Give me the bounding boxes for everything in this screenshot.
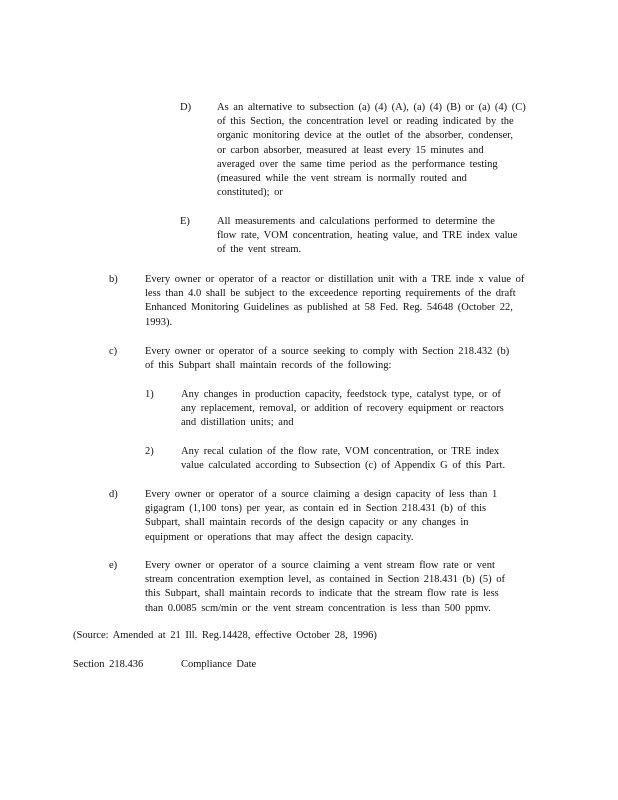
- item-marker: b): [109, 274, 118, 285]
- text-line: Any recal culation of the flow rate, VOM concentration, or TRE index: [181, 446, 500, 457]
- item-marker: D): [180, 102, 192, 113]
- text-line: organic monitoring device at the outlet of the absorber, condenser,: [217, 130, 513, 142]
- text-line: All measurements and calculations performed to determine the: [217, 216, 495, 227]
- text-line: stream concentration exemption level, as contained in Section 218.431 (b) (5) of: [145, 574, 505, 586]
- text-line: this Subpart, shall maintain records to indicate that the stream flow rate is less: [145, 588, 499, 600]
- section-title: Compliance Date: [181, 659, 257, 670]
- text-line: Every owner or operator of a source seeking to comply with Section 218.432 (b): [145, 346, 510, 357]
- source-note: (Source: Amended at 21 Ill. Reg.14428, effective October 28, 1996): [73, 630, 377, 641]
- text-line: less than 4.0 shall be subject to the exceedence reporting requirements of the draft: [145, 288, 516, 300]
- text-line: Every owner or operator of a source claiming a design capacity of less than 1: [145, 489, 498, 500]
- item-text: [217, 215, 517, 258]
- text-line: gigagram (1,100 tons) per year, as contain ed in Section 218.431 (b) of this: [145, 503, 487, 515]
- text-line: or carbon absorber, measured at least every 15 minutes and: [217, 144, 484, 156]
- item-marker: e): [109, 560, 118, 571]
- item-text: [145, 273, 524, 330]
- text-line: of this Section, the concentration level or reading indicated by the: [217, 116, 514, 128]
- text-line: of the vent stream.: [217, 244, 302, 256]
- item-marker: 2): [145, 446, 154, 457]
- text-line: Any changes in production capacity, feedstock type, catalyst type, or of: [181, 389, 501, 400]
- item-marker: 1): [145, 389, 154, 400]
- section-number: Section 218.436: [73, 659, 144, 670]
- text-line: 1993).: [145, 316, 173, 328]
- text-line: flow rate, VOM concentration, heating value, and TRE index value: [217, 230, 518, 242]
- text-line: equipment or operations that may affect the design capacity.: [145, 531, 414, 543]
- text-line: Subpart, shall maintain records of the design capacity or any changes in: [145, 517, 469, 529]
- item-marker: E): [180, 216, 190, 227]
- text-line: constituted); or: [217, 187, 283, 199]
- item-marker: d): [109, 489, 118, 500]
- item-text: [181, 388, 504, 431]
- text-line: As an alternative to subsection (a) (4) (A), (a) (4) (B) or (a) (4) (C): [217, 102, 526, 113]
- item-text: [181, 445, 505, 473]
- text-line: Every owner or operator of a reactor or distillation unit with a TRE inde x value of: [145, 274, 525, 285]
- item-text: [145, 488, 497, 545]
- item-text: [217, 101, 526, 200]
- item-marker: c): [109, 346, 118, 357]
- text-line: than 0.0085 scm/min or the vent stream concentration is less than 500 ppmv.: [145, 602, 491, 614]
- text-line: and distillation units; and: [181, 417, 294, 429]
- text-line: averaged over the same time period as the performance testing: [217, 158, 498, 170]
- text-line: Every owner or operator of a source claiming a vent stream flow rate or vent: [145, 560, 495, 571]
- text-line: any replacement, removal, or addition of recovery equipment or reactors: [181, 403, 504, 415]
- text-line: of this Subpart shall maintain records of the following:: [145, 360, 392, 372]
- text-line: Enhanced Monitoring Guidelines as published at 58 Fed. Reg. 54648 (October 22,: [145, 302, 513, 314]
- text-line: (measured while the vent stream is normally routed and: [217, 173, 467, 185]
- item-text: [145, 345, 509, 373]
- item-text: [145, 559, 505, 616]
- text-line: value calculated according to Subsection (c) of Appendix G of this Part.: [181, 460, 506, 472]
